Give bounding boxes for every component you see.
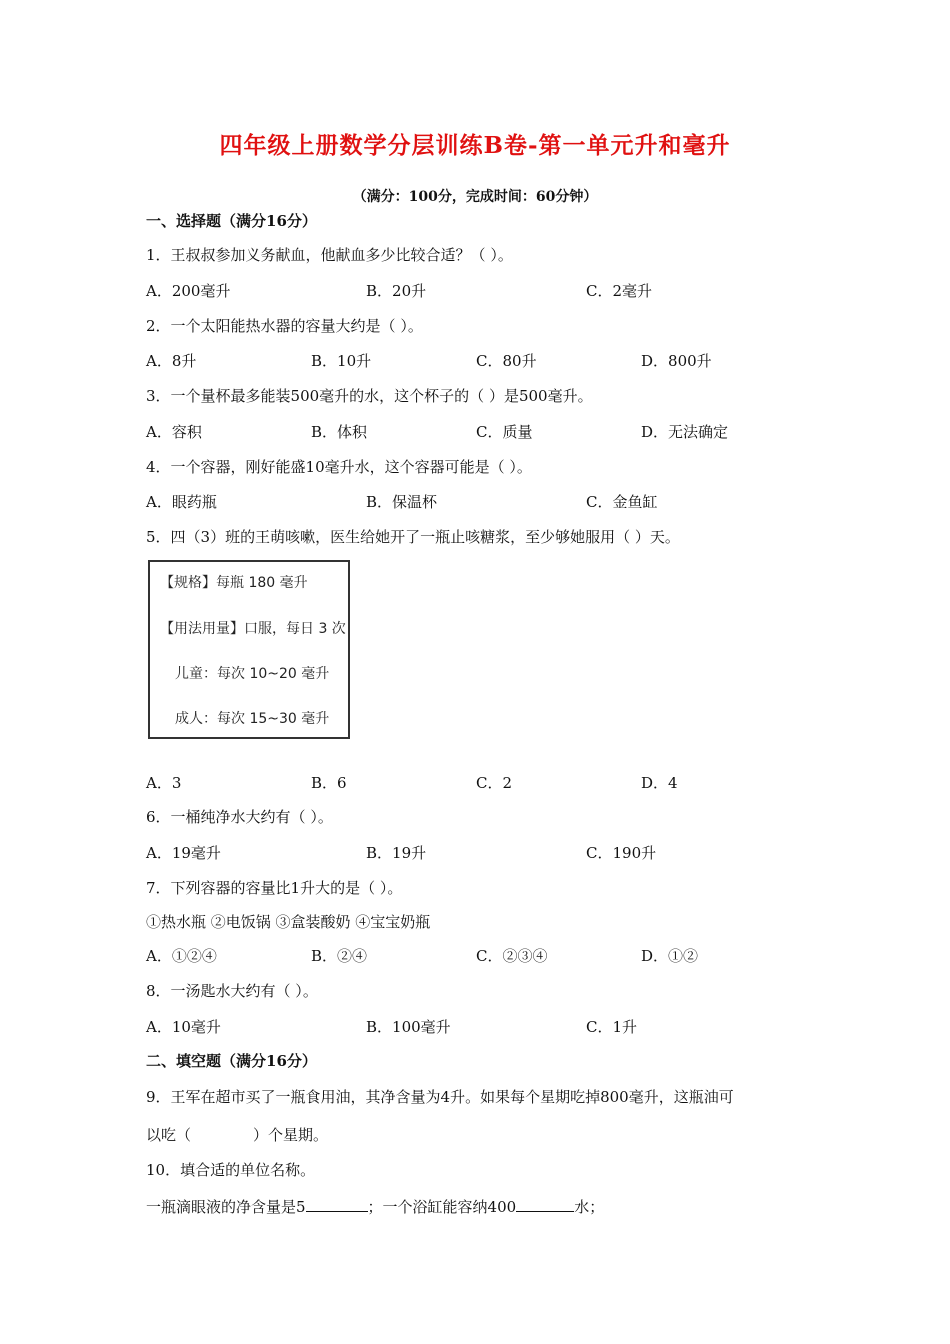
option: D．①② (641, 947, 699, 965)
question-3: 3．一个量杯最多能装500毫升的水，这个杯子的（ ）是500毫升。 (146, 387, 593, 405)
question-6: 6．一桶纯净水大约有（ ）。 (146, 808, 333, 826)
question-9-prefix: 以吃（ (146, 1126, 192, 1144)
label-spec: 【规格】每瓶 180 毫升 (160, 575, 308, 591)
option: B．保温杯 (366, 493, 438, 511)
option: D．无法确定 (641, 423, 729, 441)
question-10: 10．填合适的单位名称。 (146, 1161, 316, 1179)
question-5: 5．四（3）班的王萌咳嗽，医生给她开了一瓶止咳糖浆，至少够她服用（ ）天。 (146, 528, 680, 546)
option: A．①②④ (146, 947, 217, 965)
option: A．眼药瓶 (146, 493, 217, 511)
option: A．容积 (146, 423, 202, 441)
option: B．10升 (311, 352, 372, 370)
option: C．②③④ (476, 947, 548, 965)
option: B．6 (311, 774, 347, 792)
option: A．3 (146, 774, 182, 792)
label-child-dose: 儿童：每次 10~20 毫升 (175, 666, 330, 682)
question-10-part-b: ；一个浴缸能容纳400 (367, 1198, 517, 1216)
page-title: 四年级上册数学分层训练B卷-第一单元升和毫升 (219, 132, 731, 159)
question-8: 8．一汤匙水大约有（ ）。 (146, 982, 318, 1000)
answer-blank[interactable] (306, 1197, 368, 1212)
question-10-part-a: 一瓶滴眼液的净含量是5 (146, 1198, 306, 1216)
option: A．200毫升 (146, 282, 231, 300)
option: B．19升 (366, 844, 427, 862)
question-9-suffix: ）个星期。 (253, 1126, 329, 1144)
option: C．金鱼缸 (586, 493, 658, 511)
option: C．2 (476, 774, 513, 792)
option: B．100毫升 (366, 1018, 451, 1036)
option: C．190升 (586, 844, 657, 862)
label-adult-dose: 成人：每次 15~30 毫升 (175, 711, 330, 727)
question-4: 4．一个容器，刚好能盛10毫升水，这个容器可能是（ ）。 (146, 458, 532, 476)
option: C．1升 (586, 1018, 638, 1036)
medicine-label-box (148, 560, 350, 739)
section-fill-heading: 二、填空题（满分16分） (146, 1052, 317, 1070)
option: A．10毫升 (146, 1018, 221, 1036)
question-2: 2．一个太阳能热水器的容量大约是（ ）。 (146, 317, 423, 335)
question-10-line (146, 1196, 604, 1217)
option: D．4 (641, 774, 678, 792)
option: C．质量 (476, 423, 533, 441)
option: C．80升 (476, 352, 537, 370)
question-7-items: ①热水瓶 ②电饭锅 ③盒装酸奶 ④宝宝奶瓶 (146, 913, 431, 931)
option: B．体积 (311, 423, 368, 441)
option: A．8升 (146, 352, 197, 370)
option: D．800升 (641, 352, 712, 370)
answer-blank[interactable] (516, 1197, 574, 1212)
label-usage: 【用法用量】口服，每日 3 次 (160, 621, 346, 637)
section-choice-heading: 一、选择题（满分16分） (146, 212, 317, 230)
question-9-line-1: 9．王军在超市买了一瓶食用油，其净含量为4升。如果每个星期吃掉800毫升，这瓶油可 (146, 1088, 734, 1106)
question-9-line-2 (146, 1124, 328, 1145)
question-10-part-c: 水； (574, 1198, 605, 1216)
question-1: 1．王叔叔参加义务献血，他献血多少比较合适？（ ）。 (146, 246, 513, 264)
page-subtitle: （满分：100分，完成时间：60分钟） (352, 189, 598, 205)
option: B．20升 (366, 282, 427, 300)
option: A．19毫升 (146, 844, 221, 862)
option: C．2毫升 (586, 282, 653, 300)
question-7: 7．下列容器的容量比1升大的是（ ）。 (146, 879, 403, 897)
option: B．②④ (311, 947, 368, 965)
